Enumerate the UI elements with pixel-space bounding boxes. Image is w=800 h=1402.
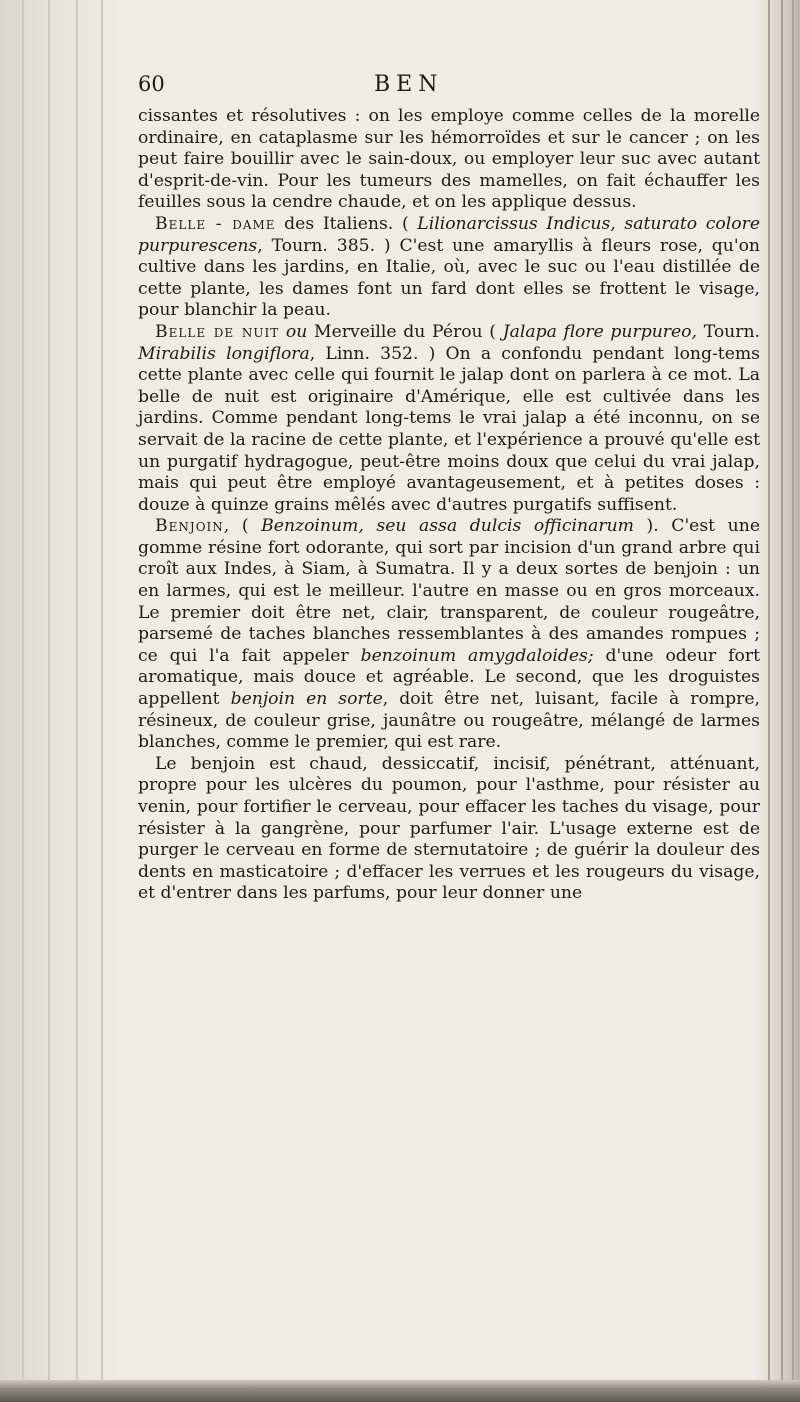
latin-name: Jalapa flore purpureo, <box>502 321 697 342</box>
text-run <box>279 322 286 342</box>
latin-name: Lilionarcissus Indicus, saturato colore purpurescens <box>138 213 760 256</box>
entry-headword: Belle - dame <box>155 213 276 234</box>
text-run: Merveille du Pérou ( <box>307 321 503 342</box>
book-page <box>138 72 760 905</box>
entry-benjoin <box>138 516 760 754</box>
text-run: , Tourn. 385. ) C'est une amaryllis à fleurs rose, qu'on cultive dans les jardins, en Italie, où, avec le suc ou l'eau distillée de cette plante, les dames font un fard dont elles se frottent le visage, pour blanchir la peau. <box>138 235 760 321</box>
paragraph-continuation <box>138 106 760 214</box>
page-number: 60 <box>138 72 165 96</box>
latin-name: benzoinum amygdaloides; <box>360 645 594 666</box>
text-run: , Linn. 352. ) On a confondu pendant long-tems cette plante avec celle qui fournit le jalap dont on parlera à ce mot. La belle de nuit est originaire d'Amérique, elle est cultivée dans les jardins. Comme pendant long-tems le vrai jalap a été inconnu, on se servait de la racine de cette plante, et l'expérience a prouvé qu'elle est un purgatif hydragogue, peut-être moins doux que celui du vrai jalap, mais qui peut être employé avantageusement, et à petites doses : douze à quinze grains mêlés avec d'autres purgatifs suffisent. <box>138 343 760 515</box>
paragraph-benjoin-uses <box>138 754 760 905</box>
running-head <box>138 72 760 106</box>
text-run: ). C'est une gomme résine fort odorante, qui sort par incision d'un grand arbre qui croît aux Indes, à Siam, à Sumatra. Il y a deux sortes de benjoin : un en larmes, qui est le meilleur. l'autre en masse ou en gros morceaux. Le premier doit être net, clair, transparent, de couleur rougeâtre, parsemé de taches blanches ressemblantes à des amandes rompues ; ce qui l'a fait appeler <box>138 516 760 666</box>
latin-word: ou <box>285 321 308 342</box>
latin-name: Mirabilis longiflora <box>138 343 310 364</box>
text-run: cissantes et résolutives : on les employe comme celles de la morelle ordinaire, en cataplasme sur les hémorroïdes et sur le cancer ; on les peut faire bouillir avec le sain-doux, ou employer leur suc avec autant d'esprit-de-vin. Pour les tumeurs des mamelles, on fait échauffer les feuilles sous la cendre chaude, et on les applique dessus. <box>138 106 760 213</box>
entry-belle-dame <box>138 214 760 322</box>
body-text <box>138 106 760 905</box>
left-page-gutter <box>0 0 118 1380</box>
latin-name: benjoin en sorte <box>230 689 383 710</box>
text-run: , ( <box>223 516 262 537</box>
text-run: , doit être net, luisant, facile à rompre, résineux, de couleur grise, jaunâtre ou rougeâtre, mélangé de larmes blanches, comme le premier, qui est rare. <box>138 689 761 753</box>
text-run: Le benjoin est chaud, dessiccatif, incisif, pénétrant, atténuant, propre pour les ulcères du poumon, pour l'asthme, pour résister au venin, pour fortifier le cerveau, pour effacer les taches du visage, pour résister à la gangrène, pour parfumer l'air. L'usage externe est de purger le cerveau en forme de sternutatoire ; de guérir la douleur des dents en masticatoire ; d'effacer les verrues et les rougeurs du visage, et d'entrer dans les parfums, pour leur donner une <box>138 753 760 904</box>
entry-headword: Benjoin <box>155 516 224 537</box>
page-bottom-edge <box>0 1380 800 1402</box>
entry-headword: Belle de nuit <box>155 321 280 342</box>
text-run: Tourn. <box>697 321 760 342</box>
text-run: des Italiens. ( <box>275 213 418 234</box>
text-run: d'une odeur fort aromatique, mais douce et agréable. Le second, que les droguistes appellent <box>138 645 760 710</box>
entry-belle-de-nuit <box>138 322 760 516</box>
running-title: BEN <box>374 72 444 97</box>
page-edge-right <box>754 0 800 1385</box>
latin-name: Benzoinum, seu assa dulcis officinarum <box>261 516 634 537</box>
